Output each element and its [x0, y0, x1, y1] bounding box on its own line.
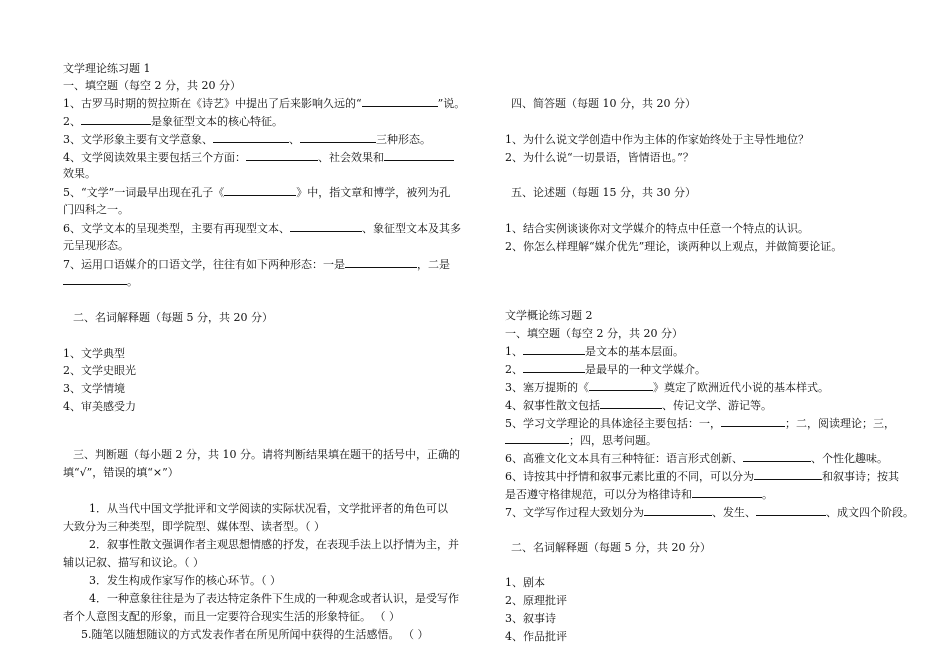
question-line: 1、古罗马时期的贺拉斯在《诗艺》中提出了后来影响久远的“ ”说。	[63, 97, 466, 110]
question-line: 1、 是文本的基本层面。	[505, 345, 684, 358]
short-answer-question: 2、为什么说“一切景语，皆情语也。”？	[505, 151, 694, 164]
question-line: 3、文学形象主要有文学意象、 、 三种形态。	[63, 133, 431, 146]
term-explanation-heading-2: 二、名词解释题（每题 5 分，共 20 分）	[511, 541, 711, 554]
answer-blank[interactable]	[213, 132, 289, 143]
answer-blank[interactable]	[754, 469, 822, 480]
answer-blank[interactable]	[300, 132, 376, 143]
question-line: 6、文学文本的呈现类型，主要有再现型文本、 、象征型文本及其多	[63, 222, 461, 235]
answer-blank[interactable]	[743, 451, 811, 462]
exam-title: 文学理论练习题 1	[63, 62, 151, 75]
term-item: 1、剧本	[505, 576, 545, 589]
question-line: 元呈现形态。	[63, 239, 129, 252]
answer-blank[interactable]	[246, 150, 318, 161]
judgement-question: 2．叙事性散文强调作者主观思想情感的抒发，在表现手法上以抒情为主，并	[89, 538, 459, 551]
term-item: 4、作品批评	[505, 630, 567, 643]
question-line: 。	[63, 274, 138, 288]
answer-blank[interactable]	[692, 487, 762, 498]
answer-blank[interactable]	[345, 257, 417, 268]
question-line: 4、叙事性散文包括 、传记文学、游记等。	[505, 399, 772, 412]
answer-blank[interactable]	[81, 114, 151, 125]
question-line: 3、塞万提斯的《 》奠定了欧洲近代小说的基本样式。	[505, 381, 829, 394]
question-line: 6、诗按其中抒情和叙事元素比重的不同，可以分为 和叙事诗；按其	[505, 470, 899, 483]
question-line: 2、 是象征型文本的核心特征。	[63, 115, 283, 128]
judgement-question: 辅以记叙、描写和议论。（ ）	[63, 556, 204, 569]
answer-blank[interactable]	[523, 362, 585, 373]
fill-blank-heading-2: 一、填空题（每空 2 分，共 20 分）	[505, 327, 683, 340]
judgement-question: 3．发生构成作家写作的核心环节。（ ）	[89, 574, 281, 587]
judgement-heading-cont: 填“√”，错误的填“×”）	[63, 466, 179, 479]
question-line: 效果。	[63, 167, 96, 180]
answer-blank[interactable]	[644, 505, 712, 516]
judgement-question: 1．从当代中国文学批评和文学阅读的实际状况看，文学批评者的角色可以	[89, 502, 448, 515]
answer-blank[interactable]	[721, 416, 785, 427]
essay-question: 1、结合实例谈谈你对文学媒介的特点中任意一个特点的认识。	[505, 222, 809, 235]
question-line: 4、文学阅读效果主要包括三个方面： 、社会效果和	[63, 150, 454, 164]
answer-blank[interactable]	[384, 150, 454, 161]
judgement-question: 大致分为三种类型，即学院型、媒体型、读者型。（ ）	[63, 520, 325, 533]
judgement-heading: 三、判断题（每小题 2 分，共 10 分。请将判断结果填在题干的括号中，正确的	[73, 448, 460, 461]
answer-blank[interactable]	[756, 505, 826, 516]
question-line: 5、学习文学理论的具体途径主要包括：一， ；二，阅读理论；三，	[505, 417, 895, 430]
term-item: 4、审美感受力	[63, 400, 136, 413]
term-item: 2、文学史眼光	[63, 364, 136, 377]
term-item: 3、叙事诗	[505, 612, 556, 625]
answer-blank[interactable]	[224, 185, 296, 196]
answer-blank[interactable]	[290, 221, 362, 232]
judgement-question: 者个人意图支配的形象，而且一定要符合现实生活的形象特征。 （ ）	[63, 610, 400, 623]
question-line: 7、文学写作过程大致划分为 、发生、 、成文四个阶段。	[505, 506, 914, 519]
essay-question: 2、你怎么样理解“媒介优先”理论，谈两种以上观点，并做简要论证。	[505, 240, 843, 253]
essay-heading: 五、论述题（每题 15 分，共 30 分）	[511, 186, 696, 199]
question-line: 5、“文学”一词最早出现在孔子《 》中，指文章和博学，被列为孔	[63, 186, 451, 199]
question-line: 是否遵守格律规范，可以分为格律诗和 。	[505, 488, 773, 501]
question-line: 7、运用口语媒介的口语文学，往往有如下两种形态：一是 ，二是	[63, 258, 450, 271]
term-explanation-heading: 二、名词解释题（每题 5 分，共 20 分）	[73, 311, 273, 324]
term-item: 2、原理批评	[505, 594, 567, 607]
fill-blank-heading: 一、填空题（每空 2 分，共 20 分）	[63, 79, 241, 92]
question-line: 2、 是最早的一种文学媒介。	[505, 363, 706, 376]
answer-blank[interactable]	[600, 398, 662, 409]
question-line: 6、高雅文化文本具有三种特征：语言形式创新、 、个性化趣味。	[505, 452, 888, 465]
question-line: 门四科之一。	[63, 203, 129, 216]
answer-blank[interactable]	[523, 344, 585, 355]
answer-blank[interactable]	[505, 433, 569, 444]
term-item: 1、文学典型	[63, 347, 125, 360]
judgement-question: 5.随笔以随想随议的方式发表作者在所见所闻中获得的生活感悟。 （ ）	[81, 628, 429, 641]
question-line: ；四，思考问题。	[505, 433, 657, 447]
short-answer-question: 1、为什么说文学创造中作为主体的作家始终处于主导性地位？	[505, 133, 809, 146]
short-answer-heading: 四、简答题（每题 10 分，共 20 分）	[511, 97, 696, 110]
exam2-title: 文学概论练习题 2	[505, 309, 593, 322]
answer-blank[interactable]	[362, 96, 438, 107]
judgement-question: 4．一种意象往往是为了表达特定条件下生成的一种观念或者认识，是受写作	[89, 592, 459, 605]
answer-blank[interactable]	[589, 380, 653, 391]
answer-blank[interactable]	[63, 274, 127, 285]
term-item: 3、文学情境	[63, 382, 125, 395]
